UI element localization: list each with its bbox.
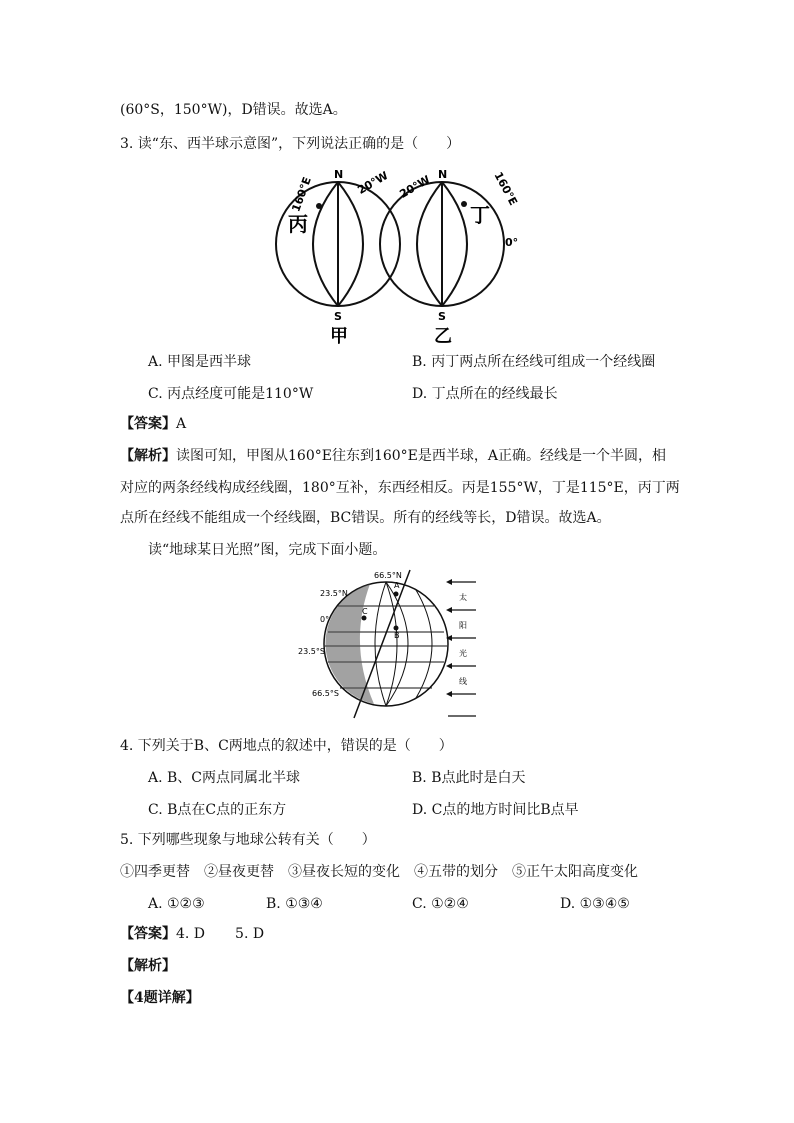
left-top-label: 160°E bbox=[289, 175, 314, 214]
sunlight-arrowheads bbox=[446, 579, 452, 697]
q4-option-c: C. B点在C点的正东方 bbox=[148, 802, 287, 818]
q3-answer-line bbox=[120, 414, 186, 434]
sunlight-char-3: 光 bbox=[459, 649, 467, 658]
left-north-label: N bbox=[334, 168, 344, 181]
point-c-marker bbox=[362, 616, 367, 621]
right-north-label: N bbox=[438, 168, 448, 181]
sunlight-char-1: 太 bbox=[459, 593, 467, 602]
sunlight-char-2: 阳 bbox=[459, 621, 467, 630]
point-c-label: C bbox=[362, 607, 368, 616]
right-equator-label: 0° bbox=[505, 236, 519, 249]
q3-answer-value: A bbox=[176, 416, 187, 432]
point-ding-marker bbox=[461, 201, 467, 207]
q3-analysis-label: 【解析】 bbox=[120, 448, 176, 464]
point-a-label: A bbox=[394, 581, 400, 590]
q4-option-d: D. C点的地方时间比B点早 bbox=[412, 802, 579, 818]
q4-detail-heading: 【4题详解】 bbox=[120, 990, 200, 1006]
point-ding-label: 丁 bbox=[470, 203, 490, 227]
lat-23n-label: 23.5°N bbox=[320, 589, 348, 598]
right-caption: 乙 bbox=[434, 326, 452, 347]
lat-23s-label: 23.5°S bbox=[298, 647, 325, 656]
q5-option-a: A. ①②③ bbox=[148, 896, 205, 912]
q3-analysis-line-3: 点所在经线不能组成一个经线圈，BC错误。所有的经线等长，D错误。故选A。 bbox=[120, 510, 611, 526]
point-b-marker bbox=[394, 626, 399, 631]
q5-option-b: B. ①③④ bbox=[266, 896, 323, 912]
q3-option-a: A. 甲图是西半球 bbox=[148, 354, 252, 370]
q3-analysis-line-1 bbox=[120, 446, 666, 466]
group-intro: 读“地球某日光照”图，完成下面小题。 bbox=[148, 542, 387, 558]
q3-stem: 3. 读“东、西半球示意图”，下列说法正确的是（ ） bbox=[120, 136, 461, 152]
q3-analysis-text-1: 读图可知，甲图从160°E往东到160°E是西半球，A正确。经线是一个半圆，相 bbox=[176, 448, 666, 464]
q5-items: ①四季更替 ②昼夜更替 ③昼夜长短的变化 ④五带的划分 ⑤正午太阳高度变化 bbox=[120, 864, 638, 880]
left-right-label: 20°W bbox=[355, 169, 391, 197]
q4-option-a: A. B、C两点同属北半球 bbox=[148, 770, 301, 786]
q3-option-d: D. 丁点所在的经线最长 bbox=[412, 386, 558, 402]
answer-5: 5. D bbox=[235, 926, 265, 942]
q4-stem: 4. 下列关于B、C两地点的叙述中，错误的是（ ） bbox=[120, 738, 453, 754]
q3-option-c: C. 丙点经度可能是110°W bbox=[148, 386, 314, 402]
illumination-figure bbox=[298, 566, 488, 722]
point-b-label: B bbox=[394, 631, 400, 640]
q3-analysis-line-2: 对应的两条经线构成经线圈，180°互补，东西经相反。丙是155°W，丁是115°E，丙丁两 bbox=[120, 480, 680, 496]
q5-stem: 5. 下列哪些现象与地球公转有关（ ） bbox=[120, 832, 376, 848]
lat-equator-label: 0° bbox=[320, 615, 330, 624]
previous-answer-tail: (60°S，150°W)，D错误。故选A。 bbox=[120, 102, 347, 118]
lat-66s-label: 66.5°S bbox=[312, 689, 339, 698]
q5-option-d: D. ①③④⑤ bbox=[560, 896, 630, 912]
answers-label: 【答案】 bbox=[120, 926, 176, 942]
q3-answer-label: 【答案】 bbox=[120, 416, 176, 432]
right-south-label: S bbox=[438, 310, 446, 323]
left-south-label: S bbox=[334, 310, 342, 323]
point-bing-label: 丙 bbox=[288, 212, 308, 236]
q5-option-c: C. ①②④ bbox=[412, 896, 469, 912]
sunlight-char-4: 线 bbox=[459, 677, 467, 686]
answer-4: 4. D bbox=[176, 926, 206, 942]
right-globe bbox=[380, 182, 504, 306]
lat-66n-label: 66.5°N bbox=[374, 571, 402, 580]
analysis-heading: 【解析】 bbox=[120, 958, 176, 974]
answers-line bbox=[120, 924, 264, 944]
right-left-label: 20°W bbox=[397, 173, 433, 201]
left-caption: 甲 bbox=[330, 326, 348, 347]
point-bing-marker bbox=[316, 203, 322, 209]
q4-option-b: B. B点此时是白天 bbox=[412, 770, 526, 786]
hemisphere-figure bbox=[268, 160, 528, 350]
point-a-marker bbox=[394, 592, 399, 597]
q3-option-b: B. 丙丁两点所在经线可组成一个经线圈 bbox=[412, 354, 656, 370]
right-top-label: 160°E bbox=[491, 169, 520, 208]
